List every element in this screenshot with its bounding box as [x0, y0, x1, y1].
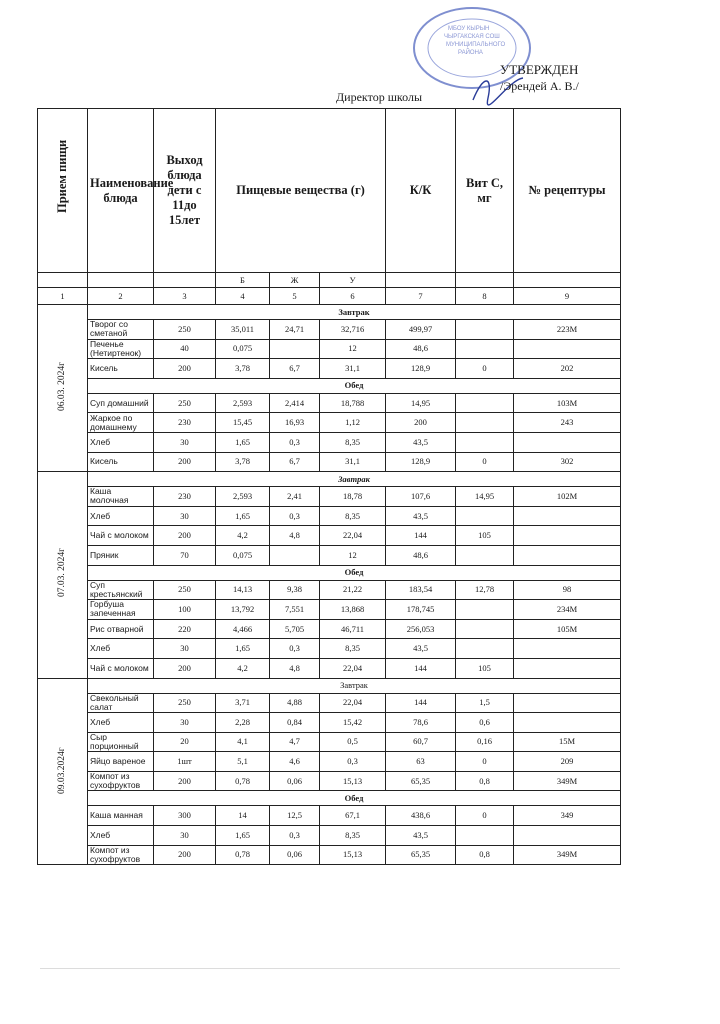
day-date: 06.03. 2024г — [38, 305, 88, 472]
dish-value — [270, 545, 320, 565]
dish-value — [456, 826, 514, 846]
dish-value: 499,97 — [386, 320, 456, 340]
dish-row — [38, 826, 621, 846]
dish-value: 31,1 — [320, 359, 386, 379]
dish-row — [38, 506, 621, 526]
dish-value: 22,04 — [320, 658, 386, 678]
dish-value: 0,8 — [456, 845, 514, 865]
dish-value: 107,6 — [386, 487, 456, 507]
director-name: /Эрендей А. В./ — [500, 79, 579, 93]
dish-value: 0,84 — [270, 713, 320, 733]
dish-value: 200 — [154, 452, 216, 472]
dish-value: 0,6 — [456, 713, 514, 733]
dish-row — [38, 393, 621, 413]
dish-value: 15,45 — [216, 413, 270, 433]
dish-value: 13,792 — [216, 600, 270, 620]
dish-value — [514, 826, 621, 846]
dish-row — [38, 732, 621, 752]
dish-value: 14,95 — [386, 393, 456, 413]
dish-value: 60,7 — [386, 732, 456, 752]
dish-value: 63 — [386, 752, 456, 772]
dish-value: 256,053 — [386, 619, 456, 639]
dish-name: Хлеб — [88, 506, 154, 526]
dish-value: 5,1 — [216, 752, 270, 772]
col-portion: Выход блюда дети с 11до 15лет — [154, 109, 216, 273]
dish-value: 4,8 — [270, 526, 320, 546]
sub-b: Б — [216, 273, 270, 288]
dish-row — [38, 658, 621, 678]
dish-name: Суп крестьянский — [88, 580, 154, 600]
dish-value — [514, 713, 621, 733]
dish-value — [514, 658, 621, 678]
dish-name: Хлеб — [88, 432, 154, 452]
dish-value: 30 — [154, 713, 216, 733]
col-vitc: Вит С, мг — [456, 109, 514, 273]
column-number-5: 5 — [270, 288, 320, 305]
dish-name: Горбуша запеченная — [88, 600, 154, 620]
dish-value: 250 — [154, 320, 216, 340]
dish-value: 0,3 — [270, 432, 320, 452]
meal-section-title: Обед — [88, 378, 621, 393]
dish-value: 78,6 — [386, 713, 456, 733]
dish-value: 48,6 — [386, 339, 456, 359]
dish-name: Компот из сухофруктов — [88, 845, 154, 865]
dish-value — [456, 619, 514, 639]
dish-value: 0,3 — [270, 826, 320, 846]
dish-row — [38, 487, 621, 507]
dish-value: 4,2 — [216, 526, 270, 546]
dish-value: 4,8 — [270, 658, 320, 678]
dish-value: 100 — [154, 600, 216, 620]
dish-row — [38, 713, 621, 733]
dish-value: 0,16 — [456, 732, 514, 752]
dish-value: 1,5 — [456, 693, 514, 713]
dish-value — [514, 432, 621, 452]
dish-value: 250 — [154, 580, 216, 600]
dish-value: 0,5 — [320, 732, 386, 752]
dish-value: 14 — [216, 806, 270, 826]
dish-name: Рис отварной — [88, 619, 154, 639]
page-edge — [40, 968, 620, 969]
dish-value: 2,41 — [270, 487, 320, 507]
column-number-4: 4 — [216, 288, 270, 305]
dish-value: 0 — [456, 752, 514, 772]
dish-value: 48,6 — [386, 545, 456, 565]
dish-value: 1,65 — [216, 432, 270, 452]
dish-value: 128,9 — [386, 359, 456, 379]
dish-value: 0,8 — [456, 771, 514, 791]
dish-value: 349М — [514, 771, 621, 791]
dish-value: 0,78 — [216, 845, 270, 865]
dish-row — [38, 806, 621, 826]
svg-text:МБОУ КЫРЫН: МБОУ КЫРЫН — [448, 26, 490, 32]
dish-value: 12,5 — [270, 806, 320, 826]
dish-value: 31,1 — [320, 452, 386, 472]
dish-name: Хлеб — [88, 639, 154, 659]
column-number-6: 6 — [320, 288, 386, 305]
meal-section-title: Завтрак — [88, 472, 621, 487]
svg-text:МУНИЦИПАЛЬНОГО: МУНИЦИПАЛЬНОГО — [446, 42, 506, 48]
dish-value: 105 — [456, 658, 514, 678]
dish-value: 6,7 — [270, 359, 320, 379]
dish-row — [38, 545, 621, 565]
dish-value: 200 — [154, 845, 216, 865]
dish-value: 4,466 — [216, 619, 270, 639]
dish-value: 18,78 — [320, 487, 386, 507]
column-number-7: 7 — [386, 288, 456, 305]
dish-value: 144 — [386, 658, 456, 678]
dish-value: 30 — [154, 826, 216, 846]
dish-value: 302 — [514, 452, 621, 472]
dish-row — [38, 452, 621, 472]
day-date: 09.03.2024г — [38, 678, 88, 865]
dish-row — [38, 600, 621, 620]
dish-value: 200 — [154, 658, 216, 678]
dish-value: 18,788 — [320, 393, 386, 413]
dish-value: 98 — [514, 580, 621, 600]
dish-value: 1,12 — [320, 413, 386, 433]
dish-value — [514, 339, 621, 359]
dish-value: 20 — [154, 732, 216, 752]
dish-value — [456, 413, 514, 433]
menu-table — [37, 108, 621, 865]
dish-value: 200 — [154, 526, 216, 546]
dish-value: 2,593 — [216, 393, 270, 413]
dish-row — [38, 845, 621, 865]
dish-value — [514, 545, 621, 565]
sub-u: У — [320, 273, 386, 288]
dish-value: 220 — [154, 619, 216, 639]
dish-value: 128,9 — [386, 452, 456, 472]
dish-value: 0,3 — [270, 506, 320, 526]
dish-row — [38, 639, 621, 659]
dish-name: Сыр порционный — [88, 732, 154, 752]
dish-value: 202 — [514, 359, 621, 379]
column-number-1: 1 — [38, 288, 88, 305]
dish-row — [38, 752, 621, 772]
svg-text:ЧЫРГАКСКАЯ СОШ: ЧЫРГАКСКАЯ СОШ — [444, 34, 500, 40]
dish-name: Хлеб — [88, 713, 154, 733]
dish-value: 30 — [154, 639, 216, 659]
dish-value: 0,075 — [216, 339, 270, 359]
dish-value — [514, 639, 621, 659]
dish-value: 1шт — [154, 752, 216, 772]
dish-value: 13,868 — [320, 600, 386, 620]
dish-row — [38, 580, 621, 600]
dish-value — [456, 339, 514, 359]
dish-row — [38, 771, 621, 791]
dish-value: 0,3 — [320, 752, 386, 772]
dish-value: 7,551 — [270, 600, 320, 620]
dish-value: 105М — [514, 619, 621, 639]
column-numbers-row — [38, 288, 621, 305]
column-number-9: 9 — [514, 288, 621, 305]
dish-value: 4,1 — [216, 732, 270, 752]
dish-value: 12,78 — [456, 580, 514, 600]
dish-row — [38, 432, 621, 452]
dish-value: 1,65 — [216, 506, 270, 526]
dish-value: 21,22 — [320, 580, 386, 600]
dish-value: 15,13 — [320, 771, 386, 791]
dish-row — [38, 339, 621, 359]
dish-value: 14,95 — [456, 487, 514, 507]
dish-value — [456, 639, 514, 659]
dish-value: 0 — [456, 806, 514, 826]
dish-value: 32,716 — [320, 320, 386, 340]
dish-name: Кисель — [88, 452, 154, 472]
dish-value: 250 — [154, 393, 216, 413]
dish-value: 0,075 — [216, 545, 270, 565]
director-title: Директор школы — [336, 90, 423, 104]
dish-value: 1,65 — [216, 639, 270, 659]
dish-value: 5,705 — [270, 619, 320, 639]
dish-value: 22,04 — [320, 526, 386, 546]
col-nutrients: Пищевые вещества (г) — [216, 109, 386, 273]
dish-value — [514, 506, 621, 526]
dish-value — [270, 339, 320, 359]
dish-name: Жаркое по домашнему — [88, 413, 154, 433]
dish-value: 234М — [514, 600, 621, 620]
dish-value: 230 — [154, 413, 216, 433]
dish-value: 209 — [514, 752, 621, 772]
dish-value: 6,7 — [270, 452, 320, 472]
dish-value: 200 — [154, 771, 216, 791]
dish-row — [38, 320, 621, 340]
dish-value: 4,7 — [270, 732, 320, 752]
approval-block — [500, 62, 579, 94]
dish-value: 15,42 — [320, 713, 386, 733]
dish-name: Суп домашний — [88, 393, 154, 413]
dish-value — [456, 393, 514, 413]
dish-name: Чай с молоком — [88, 658, 154, 678]
dish-value: 46,711 — [320, 619, 386, 639]
dish-row — [38, 359, 621, 379]
dish-value: 8,35 — [320, 506, 386, 526]
meal-section-title: Обед — [88, 565, 621, 580]
dish-value: 8,35 — [320, 639, 386, 659]
column-number-2: 2 — [88, 288, 154, 305]
dish-value: 14,13 — [216, 580, 270, 600]
dish-value: 0 — [456, 452, 514, 472]
dish-value: 65,35 — [386, 845, 456, 865]
dish-value: 183,54 — [386, 580, 456, 600]
dish-value: 22,04 — [320, 693, 386, 713]
col-recipe: № рецептуры — [514, 109, 621, 273]
dish-value: 16,93 — [270, 413, 320, 433]
dish-row — [38, 413, 621, 433]
dish-name: Компот из сухофруктов — [88, 771, 154, 791]
dish-value: 349 — [514, 806, 621, 826]
dish-value: 3,78 — [216, 359, 270, 379]
svg-text:РАЙОНА: РАЙОНА — [458, 50, 483, 56]
dish-value: 12 — [320, 545, 386, 565]
dish-value: 178,745 — [386, 600, 456, 620]
col-kcal: К/К — [386, 109, 456, 273]
meal-section-title: Обед — [88, 791, 621, 806]
dish-value: 43,5 — [386, 432, 456, 452]
dish-value — [456, 545, 514, 565]
dish-value: 12 — [320, 339, 386, 359]
day-date: 07.03. 2024г — [38, 472, 88, 678]
dish-value: 230 — [154, 487, 216, 507]
dish-value: 0 — [456, 359, 514, 379]
dish-value: 3,78 — [216, 452, 270, 472]
dish-name: Чай с молоком — [88, 526, 154, 546]
dish-value: 15М — [514, 732, 621, 752]
dish-value: 144 — [386, 526, 456, 546]
dish-value: 102М — [514, 487, 621, 507]
dish-value: 103М — [514, 393, 621, 413]
dish-value: 250 — [154, 693, 216, 713]
dish-value: 30 — [154, 432, 216, 452]
dish-value: 2,414 — [270, 393, 320, 413]
dish-value: 349М — [514, 845, 621, 865]
column-number-3: 3 — [154, 288, 216, 305]
dish-value: 0,3 — [270, 639, 320, 659]
column-number-8: 8 — [456, 288, 514, 305]
dish-value: 200 — [154, 359, 216, 379]
dish-value: 8,35 — [320, 826, 386, 846]
dish-value: 0,06 — [270, 845, 320, 865]
dish-value: 105 — [456, 526, 514, 546]
dish-value — [514, 693, 621, 713]
dish-value: 4,88 — [270, 693, 320, 713]
dish-value: 67,1 — [320, 806, 386, 826]
dish-value: 243 — [514, 413, 621, 433]
dish-value: 43,5 — [386, 826, 456, 846]
dish-value: 15,13 — [320, 845, 386, 865]
dish-name: Яйцо вареное — [88, 752, 154, 772]
dish-value: 8,35 — [320, 432, 386, 452]
dish-value: 24,71 — [270, 320, 320, 340]
dish-value: 200 — [386, 413, 456, 433]
dish-value: 2,28 — [216, 713, 270, 733]
dish-value: 30 — [154, 506, 216, 526]
dish-value: 0,78 — [216, 771, 270, 791]
dish-row — [38, 619, 621, 639]
dish-value: 9,38 — [270, 580, 320, 600]
dish-value: 4,2 — [216, 658, 270, 678]
col-dish: Наименование блюда — [88, 109, 154, 273]
dish-value — [456, 506, 514, 526]
meal-section-title: Завтрак — [88, 678, 621, 693]
dish-name: Свекольный салат — [88, 693, 154, 713]
sub-zh: Ж — [270, 273, 320, 288]
dish-name: Печенье (Нетиртенок) — [88, 339, 154, 359]
dish-value: 223М — [514, 320, 621, 340]
approved-label: УТВЕРЖДЕН — [500, 62, 579, 77]
dish-value: 35,011 — [216, 320, 270, 340]
dish-value: 1,65 — [216, 826, 270, 846]
dish-name: Кисель — [88, 359, 154, 379]
dish-row — [38, 693, 621, 713]
col-meal: Прием пищи — [38, 109, 88, 273]
dish-value — [456, 320, 514, 340]
dish-name: Каша манная — [88, 806, 154, 826]
dish-value: 43,5 — [386, 506, 456, 526]
meal-section-title: Завтрак — [88, 305, 621, 320]
dish-value: 144 — [386, 693, 456, 713]
dish-value: 70 — [154, 545, 216, 565]
dish-value: 300 — [154, 806, 216, 826]
dish-value: 40 — [154, 339, 216, 359]
dish-value — [456, 432, 514, 452]
dish-value: 2,593 — [216, 487, 270, 507]
dish-value: 0,06 — [270, 771, 320, 791]
dish-value: 43,5 — [386, 639, 456, 659]
dish-value — [514, 526, 621, 546]
dish-name: Хлеб — [88, 826, 154, 846]
dish-row — [38, 526, 621, 546]
dish-value: 438,6 — [386, 806, 456, 826]
dish-name: Пряник — [88, 545, 154, 565]
dish-value — [456, 600, 514, 620]
dish-value: 3,71 — [216, 693, 270, 713]
dish-name: Каша молочная — [88, 487, 154, 507]
dish-value: 4,6 — [270, 752, 320, 772]
dish-name: Творог со сметаной — [88, 320, 154, 340]
dish-value: 65,35 — [386, 771, 456, 791]
